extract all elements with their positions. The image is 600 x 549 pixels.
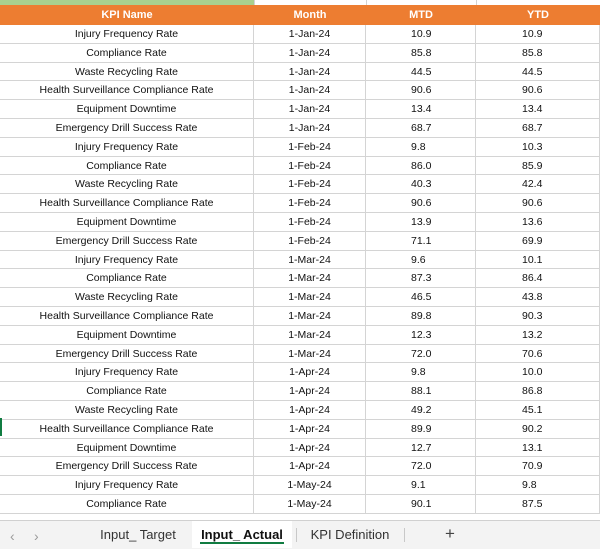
selection-marker xyxy=(0,418,2,436)
table-row xyxy=(0,175,600,194)
kpi-name-cell[interactable]: Injury Frequency Rate xyxy=(0,476,254,495)
kpi-name-cell[interactable]: Health Surveillance Compliance Rate xyxy=(0,307,254,326)
ytd-cell[interactable]: 90.3 xyxy=(476,307,600,326)
kpi-name-cell[interactable]: Health Surveillance Compliance Rate xyxy=(0,194,254,213)
mtd-cell[interactable]: 87.3 xyxy=(366,269,476,288)
mtd-cell[interactable]: 89.8 xyxy=(366,307,476,326)
mtd-cell[interactable]: 85.8 xyxy=(366,44,476,63)
table-row xyxy=(0,251,600,270)
tab-separator xyxy=(296,528,297,542)
tab-input-actual[interactable] xyxy=(192,521,292,548)
chevron-left-icon[interactable]: ‹ xyxy=(10,528,15,544)
table-row xyxy=(0,138,600,157)
table-row xyxy=(0,495,600,514)
header-kpi-name[interactable]: KPI Name xyxy=(101,9,153,21)
mtd-cell[interactable]: 10.9 xyxy=(366,25,476,44)
kpi-name-cell[interactable]: Equipment Downtime xyxy=(0,439,254,458)
table-row xyxy=(0,25,600,44)
table-row xyxy=(0,307,600,326)
mtd-cell[interactable]: 9.1 xyxy=(366,476,476,495)
month-cell[interactable]: 1-Mar-24 xyxy=(254,307,366,326)
ytd-cell[interactable]: 42.4 xyxy=(476,175,600,194)
kpi-name-cell[interactable]: Waste Recycling Rate xyxy=(0,401,254,420)
month-cell[interactable]: 1-Mar-24 xyxy=(254,269,366,288)
month-cell[interactable]: 1-Feb-24 xyxy=(254,157,366,176)
mtd-cell[interactable]: 40.3 xyxy=(366,175,476,194)
active-tab-underline xyxy=(200,542,284,544)
table-row xyxy=(0,476,600,495)
table-row xyxy=(0,345,600,364)
chevron-right-icon[interactable]: › xyxy=(34,528,39,544)
ytd-cell[interactable]: 13.2 xyxy=(476,326,600,345)
kpi-name-cell[interactable]: Emergency Drill Success Rate xyxy=(0,457,254,476)
ytd-cell[interactable]: 10.3 xyxy=(476,138,600,157)
mtd-cell[interactable]: 72.0 xyxy=(366,345,476,364)
mtd-cell[interactable]: 72.0 xyxy=(366,457,476,476)
mtd-cell[interactable]: 13.4 xyxy=(366,100,476,119)
tab-input-target[interactable] xyxy=(86,521,190,548)
kpi-name-cell[interactable]: Health Surveillance Compliance Rate xyxy=(0,81,254,100)
table-row xyxy=(0,157,600,176)
ytd-cell[interactable]: 68.7 xyxy=(476,119,600,138)
month-cell[interactable]: 1-Jan-24 xyxy=(254,100,366,119)
ytd-cell[interactable]: 10.0 xyxy=(476,363,600,382)
table-row xyxy=(0,213,600,232)
table-row xyxy=(0,269,600,288)
kpi-name-cell[interactable]: Equipment Downtime xyxy=(0,100,254,119)
mtd-cell[interactable]: 90.6 xyxy=(366,81,476,100)
ytd-cell[interactable]: 90.6 xyxy=(476,194,600,213)
month-cell[interactable]: 1-Feb-24 xyxy=(254,232,366,251)
month-cell[interactable]: 1-Feb-24 xyxy=(254,213,366,232)
header-mtd[interactable]: MTD xyxy=(409,9,433,21)
month-cell[interactable]: 1-Apr-24 xyxy=(254,420,366,439)
mtd-cell[interactable]: 88.1 xyxy=(366,382,476,401)
tab-separator xyxy=(404,528,405,542)
mtd-cell[interactable]: 12.3 xyxy=(366,326,476,345)
ytd-cell[interactable]: 85.8 xyxy=(476,44,600,63)
table-row xyxy=(0,363,600,382)
ytd-cell[interactable]: 86.8 xyxy=(476,382,600,401)
ytd-cell[interactable]: 86.4 xyxy=(476,269,600,288)
kpi-name-cell[interactable]: Emergency Drill Success Rate xyxy=(0,119,254,138)
table-row xyxy=(0,326,600,345)
kpi-name-cell[interactable]: Equipment Downtime xyxy=(0,213,254,232)
mtd-cell[interactable]: 44.5 xyxy=(366,63,476,82)
ytd-cell[interactable]: 69.9 xyxy=(476,232,600,251)
month-cell[interactable]: 1-Mar-24 xyxy=(254,326,366,345)
table-row xyxy=(0,100,600,119)
table-row xyxy=(0,382,600,401)
month-cell[interactable]: 1-Feb-24 xyxy=(254,194,366,213)
table-row xyxy=(0,401,600,420)
month-cell[interactable]: 1-Jan-24 xyxy=(254,63,366,82)
ytd-cell[interactable]: 9.8 xyxy=(476,476,600,495)
mtd-cell[interactable]: 90.6 xyxy=(366,194,476,213)
mtd-cell[interactable]: 46.5 xyxy=(366,288,476,307)
kpi-name-cell[interactable]: Compliance Rate xyxy=(0,495,254,514)
month-cell[interactable]: 1-Feb-24 xyxy=(254,138,366,157)
mtd-cell[interactable]: 86.0 xyxy=(366,157,476,176)
kpi-name-cell[interactable]: Injury Frequency Rate xyxy=(0,251,254,270)
month-cell[interactable]: 1-Apr-24 xyxy=(254,439,366,458)
month-cell[interactable]: 1-Jan-24 xyxy=(254,119,366,138)
tab-kpi-definition[interactable] xyxy=(300,521,400,548)
ytd-cell[interactable]: 70.6 xyxy=(476,345,600,364)
table-row xyxy=(0,288,600,307)
ytd-cell[interactable]: 43.8 xyxy=(476,288,600,307)
month-cell[interactable]: 1-Feb-24 xyxy=(254,175,366,194)
ytd-cell[interactable]: 70.9 xyxy=(476,457,600,476)
kpi-name-cell[interactable]: Waste Recycling Rate xyxy=(0,175,254,194)
month-cell[interactable]: 1-Apr-24 xyxy=(254,382,366,401)
month-cell[interactable]: 1-Mar-24 xyxy=(254,251,366,270)
mtd-cell[interactable]: 49.2 xyxy=(366,401,476,420)
kpi-name-cell[interactable]: Health Surveillance Compliance Rate xyxy=(0,420,254,439)
table-row xyxy=(0,420,600,439)
kpi-name-cell[interactable]: Waste Recycling Rate xyxy=(0,288,254,307)
month-cell[interactable]: 1-Jan-24 xyxy=(254,44,366,63)
mtd-cell[interactable]: 68.7 xyxy=(366,119,476,138)
sheet-tab-bar xyxy=(0,520,600,549)
mtd-cell[interactable]: 90.1 xyxy=(366,495,476,514)
month-cell[interactable]: 1-Jan-24 xyxy=(254,81,366,100)
ytd-cell[interactable]: 90.6 xyxy=(476,81,600,100)
ytd-cell[interactable]: 90.2 xyxy=(476,420,600,439)
table-row xyxy=(0,232,600,251)
table-row xyxy=(0,81,600,100)
mtd-cell[interactable]: 71.1 xyxy=(366,232,476,251)
kpi-name-cell[interactable]: Emergency Drill Success Rate xyxy=(0,232,254,251)
table-row xyxy=(0,119,600,138)
kpi-name-cell[interactable]: Injury Frequency Rate xyxy=(0,363,254,382)
header-ytd[interactable]: YTD xyxy=(527,9,549,21)
month-cell[interactable]: 1-Mar-24 xyxy=(254,288,366,307)
mtd-cell[interactable]: 89.9 xyxy=(366,420,476,439)
kpi-name-cell[interactable]: Injury Frequency Rate xyxy=(0,138,254,157)
mtd-cell[interactable]: 12.7 xyxy=(366,439,476,458)
ytd-cell[interactable]: 87.5 xyxy=(476,495,600,514)
ytd-cell[interactable]: 10.9 xyxy=(476,25,600,44)
plus-icon[interactable]: + xyxy=(445,524,455,543)
month-cell[interactable]: 1-Mar-24 xyxy=(254,345,366,364)
table-header xyxy=(0,5,600,25)
month-cell[interactable]: 1-May-24 xyxy=(254,495,366,514)
month-cell[interactable]: 1-May-24 xyxy=(254,476,366,495)
kpi-name-cell[interactable]: Compliance Rate xyxy=(0,44,254,63)
ytd-cell[interactable]: 13.1 xyxy=(476,439,600,458)
month-cell[interactable]: 1-Apr-24 xyxy=(254,363,366,382)
header-month[interactable]: Month xyxy=(293,9,327,21)
mtd-cell[interactable]: 13.9 xyxy=(366,213,476,232)
tab-label: Input_ Target xyxy=(100,527,176,542)
ytd-cell[interactable]: 85.9 xyxy=(476,157,600,176)
ytd-cell[interactable]: 13.6 xyxy=(476,213,600,232)
month-cell[interactable]: 1-Apr-24 xyxy=(254,457,366,476)
table-row xyxy=(0,44,600,63)
kpi-name-cell[interactable]: Compliance Rate xyxy=(0,382,254,401)
tab-label: KPI Definition xyxy=(310,527,390,542)
kpi-name-cell[interactable]: Compliance Rate xyxy=(0,157,254,176)
month-cell[interactable]: 1-Jan-24 xyxy=(254,25,366,44)
kpi-name-cell[interactable]: Compliance Rate xyxy=(0,269,254,288)
kpi-name-cell[interactable]: Emergency Drill Success Rate xyxy=(0,345,254,364)
ytd-cell[interactable]: 44.5 xyxy=(476,63,600,82)
table-row xyxy=(0,439,600,458)
kpi-name-cell[interactable]: Waste Recycling Rate xyxy=(0,63,254,82)
month-cell[interactable]: 1-Apr-24 xyxy=(254,401,366,420)
mtd-cell[interactable]: 9.8 xyxy=(366,138,476,157)
table-row xyxy=(0,63,600,82)
ytd-cell[interactable]: 45.1 xyxy=(476,401,600,420)
table-row xyxy=(0,194,600,213)
kpi-name-cell[interactable]: Injury Frequency Rate xyxy=(0,25,254,44)
kpi-name-cell[interactable]: Equipment Downtime xyxy=(0,326,254,345)
tab-label: Input_ Actual xyxy=(201,527,283,542)
mtd-cell[interactable]: 9.8 xyxy=(366,363,476,382)
ytd-cell[interactable]: 13.4 xyxy=(476,100,600,119)
mtd-cell[interactable]: 9.6 xyxy=(366,251,476,270)
table-row xyxy=(0,457,600,476)
ytd-cell[interactable]: 10.1 xyxy=(476,251,600,270)
